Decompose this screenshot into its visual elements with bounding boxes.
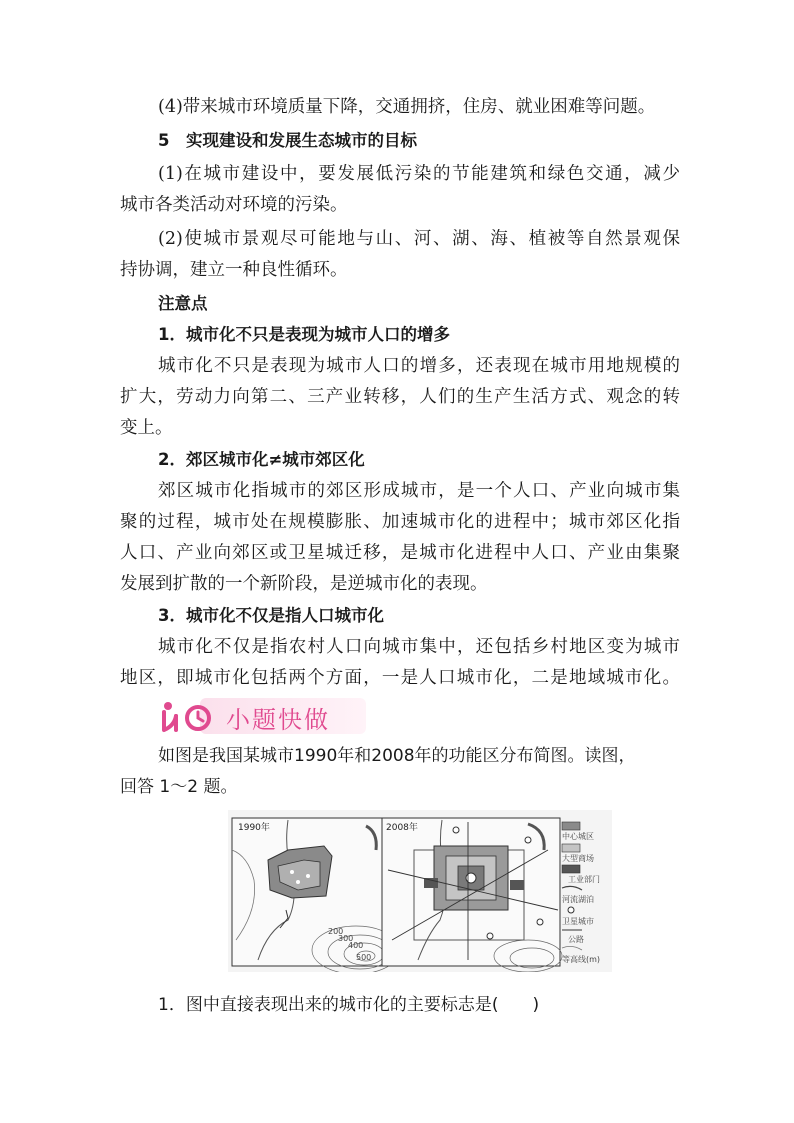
subsection-heading: 1．城市化不只是表现为城市人口的增多 <box>158 325 450 344</box>
legend-label: 中心城区 <box>562 832 594 841</box>
subsection-heading: 2．郊区城市化≠城市郊区化 <box>158 450 365 469</box>
map-panel-1990 <box>232 818 400 972</box>
legend-label: 等高线(m) <box>562 955 601 964</box>
legend-label: 公路 <box>568 935 584 944</box>
contour-label: 500 <box>356 953 372 962</box>
contour-label: 300 <box>338 934 354 943</box>
text-line: 扩大，劳动力向第二、三产业转移，人们的生产生活方式、观念的转 <box>120 387 680 407</box>
text-line: 变上。 <box>120 418 173 438</box>
text-line: 城市化不仅是指农村人口向城市集中，还包括乡村地区变为城市 <box>158 637 680 657</box>
text-line: 聚的过程，城市处在规模膨胀、加速城市化的进程中；城市郊区化指 <box>120 512 680 532</box>
text-line: 持协调，建立一种良性循环。 <box>120 260 348 280</box>
map-panel-2008 <box>382 818 562 972</box>
note-heading: 注意点 <box>158 294 208 313</box>
question-line: 1．图中直接表现出来的城市化的主要标志是( ) <box>158 995 540 1015</box>
text-line: 郊区城市化指城市的郊区形成城市，是一个人口、产业向城市集 <box>158 481 680 501</box>
section-heading: 5 实现建设和发展生态城市的目标 <box>158 131 417 150</box>
text-line: 人口、产业向郊区或卫星城迁移，是城市化进程中人口、产业由集聚 <box>120 543 680 563</box>
intro-line: 回答 1～2 题。 <box>120 777 238 797</box>
legend-label: 大型商场 <box>562 854 594 863</box>
banner-title: 小题快做 <box>226 706 330 734</box>
text-line: 城市化不只是表现为城市人口的增多，还表现在城市用地规模的 <box>158 356 680 376</box>
text-line: (4)带来城市环境质量下降，交通拥挤，住房、就业困难等问题。 <box>158 97 656 117</box>
legend-label: 卫星城市 <box>562 917 594 926</box>
legend-label: 河流湖泊 <box>562 895 594 904</box>
clock-logo-icon <box>156 696 224 736</box>
text-line: 城市各类活动对环境的污染。 <box>120 195 348 215</box>
city-function-map-figure <box>228 810 612 972</box>
panel-year-label: 2008年 <box>386 823 418 833</box>
contour-label: 400 <box>348 941 364 950</box>
text-line: 发展到扩散的一个新阶段，是逆城市化的表现。 <box>120 574 488 594</box>
intro-line: 如图是我国某城市1990年和2008年的功能区分布简图。读图， <box>158 746 636 766</box>
text-line: (2)使城市景观尽可能地与山、河、湖、海、植被等自然景观保 <box>158 229 680 249</box>
panel-year-label: 1990年 <box>238 823 270 833</box>
text-line: 地区，即城市化包括两个方面，一是人口城市化，二是地域城市化。 <box>120 668 680 688</box>
contour-label: 200 <box>328 927 344 936</box>
quick-practice-banner <box>156 696 366 736</box>
legend-label: 工业部门 <box>568 875 600 884</box>
text-line: (1)在城市建设中，要发展低污染的节能建筑和绿色交通，减少 <box>158 164 680 184</box>
subsection-heading: 3．城市化不仅是指人口城市化 <box>158 606 384 625</box>
